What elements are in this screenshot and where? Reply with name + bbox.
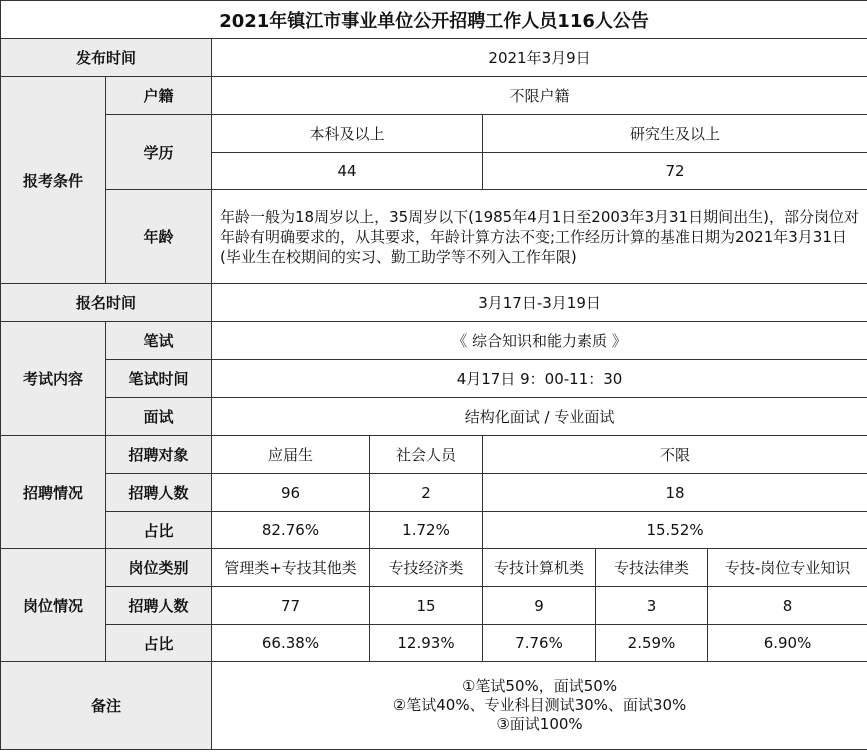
position-type: 专技经济类 [370, 549, 483, 587]
position-count-label: 招聘人数 [106, 587, 212, 625]
recruit-count-label: 招聘人数 [106, 474, 212, 512]
position-count: 15 [370, 587, 483, 625]
position-ratio: 7.76% [483, 625, 596, 662]
recruit-count: 2 [370, 474, 483, 512]
recruit-target: 应届生 [212, 436, 370, 474]
position-ratio: 2.59% [596, 625, 708, 662]
written-time-value: 4月17日 9：00-11：30 [212, 360, 867, 398]
position-count: 9 [483, 587, 596, 625]
position-count: 77 [212, 587, 370, 625]
registration-value: 3月17日-3月19日 [212, 284, 867, 322]
position-count: 8 [708, 587, 867, 625]
written-label: 笔试 [106, 322, 212, 360]
position-type-label: 岗位类别 [106, 549, 212, 587]
education-val2: 72 [483, 153, 867, 190]
registration-label: 报名时间 [1, 284, 212, 322]
notes-label: 备注 [1, 662, 212, 750]
household-value: 不限户籍 [212, 77, 867, 115]
position-ratio: 66.38% [212, 625, 370, 662]
positions-label: 岗位情况 [1, 549, 106, 662]
recruit-count: 96 [212, 474, 370, 512]
position-ratio: 6.90% [708, 625, 867, 662]
household-label: 户籍 [106, 77, 212, 115]
publish-label: 发布时间 [1, 39, 212, 77]
page-title: 2021年镇江市事业单位公开招聘工作人员116人公告 [1, 1, 867, 39]
recruit-ratio-label: 占比 [106, 512, 212, 549]
recruit-ratio: 82.76% [212, 512, 370, 549]
note-line: ②笔试40%、专业科目测试30%、面试30% [392, 696, 687, 714]
position-type: 专技计算机类 [483, 549, 596, 587]
interview-label: 面试 [106, 398, 212, 436]
publish-value: 2021年3月9日 [212, 39, 867, 77]
recruit-count: 18 [483, 474, 867, 512]
requirements-label: 报考条件 [1, 77, 106, 284]
note-line: ①笔试50%，面试50% [461, 677, 618, 695]
education-col2: 研究生及以上 [483, 115, 867, 153]
recruit-ratio: 15.52% [483, 512, 867, 549]
recruit-ratio: 1.72% [370, 512, 483, 549]
age-label: 年龄 [106, 190, 212, 284]
education-label: 学历 [106, 115, 212, 190]
notes-content [212, 662, 867, 750]
position-type: 管理类+专技其他类 [212, 549, 370, 587]
recruit-target: 不限 [483, 436, 867, 474]
position-type: 专技-岗位专业知识 [708, 549, 867, 587]
position-ratio-label: 占比 [106, 625, 212, 662]
interview-value: 结构化面试 / 专业面试 [212, 398, 867, 436]
position-type: 专技法律类 [596, 549, 708, 587]
age-text: 年龄一般为18周岁以上，35周岁以下(1985年4月1日至2003年3月31日期间出生)，部分岗位对年龄有明确要求的，从其要求，年龄计算方法不变;工作经历计算的基准日期为2021年3月31日(毕业生在校期间的实习、勤工助学等不列入工作年限) [212, 190, 867, 284]
education-col1: 本科及以上 [212, 115, 483, 153]
recruit-target-label: 招聘对象 [106, 436, 212, 474]
position-count: 3 [596, 587, 708, 625]
recruit-target: 社会人员 [370, 436, 483, 474]
exam-label: 考试内容 [1, 322, 106, 436]
note-line: ③面试100% [496, 715, 583, 733]
written-value: 《 综合知识和能力素质 》 [212, 322, 867, 360]
education-val1: 44 [212, 153, 483, 190]
recruit-label: 招聘情况 [1, 436, 106, 549]
position-ratio: 12.93% [370, 625, 483, 662]
written-time-label: 笔试时间 [106, 360, 212, 398]
